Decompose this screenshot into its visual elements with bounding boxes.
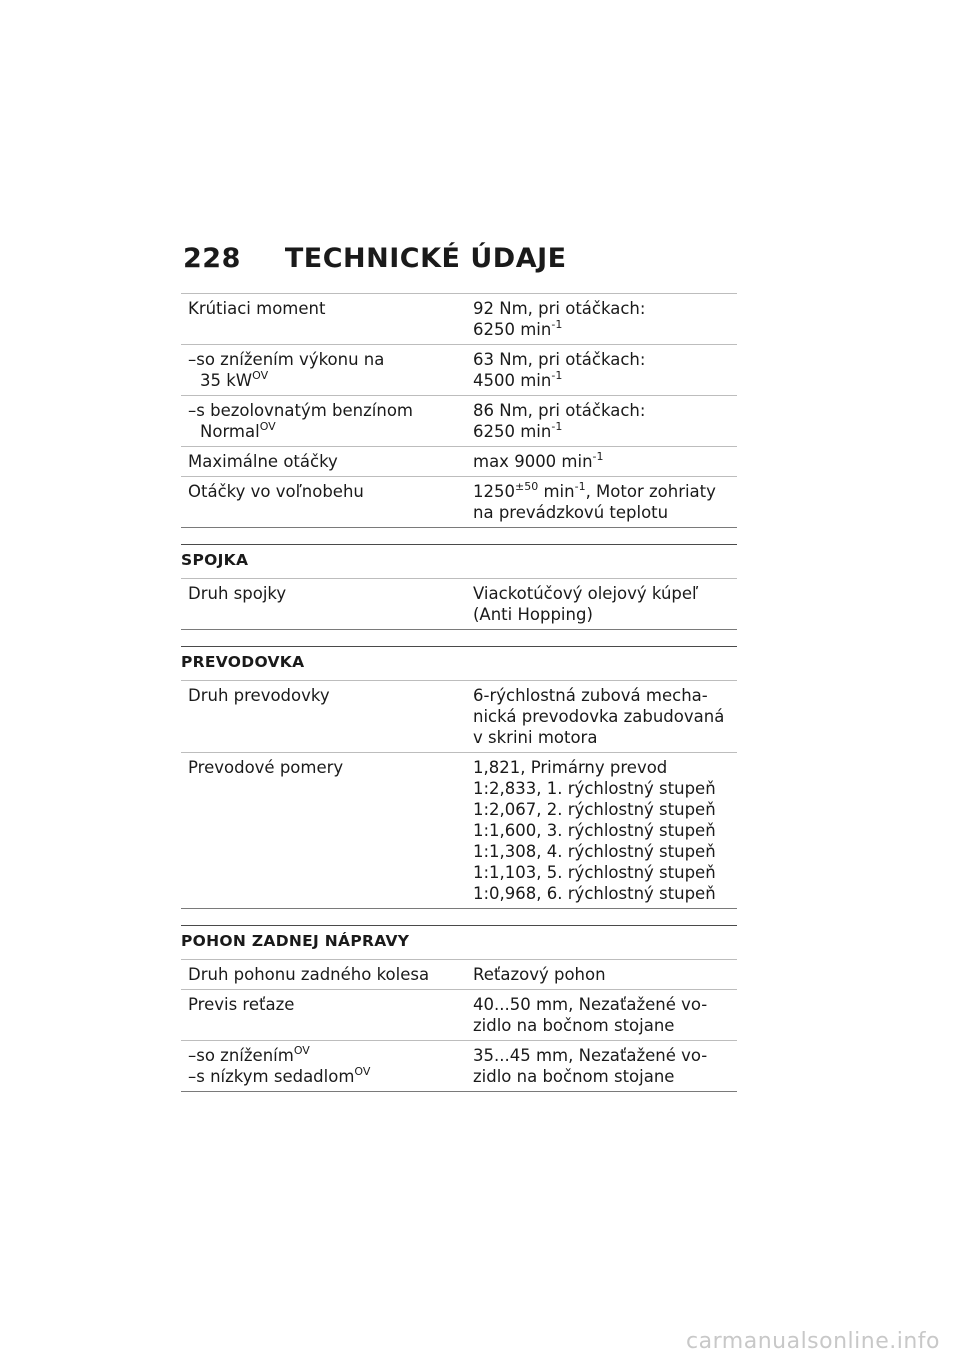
spec-label: Druh pohonu zadného kolesa	[188, 965, 430, 984]
option-marker: OV	[293, 1043, 310, 1057]
page-title: TECHNICKÉ ÚDAJE	[284, 243, 567, 274]
spec-content	[181, 293, 737, 1092]
table-row	[181, 681, 737, 753]
spec-label: Prevodové pomery	[188, 758, 344, 777]
spec-value: 40...50 mm, Nezaťažené vo- zidlo na bočnom stojane	[473, 995, 708, 1035]
table-row	[181, 477, 737, 528]
page-number: 228	[183, 243, 241, 274]
watermark: carmanualsonline.info	[686, 1329, 940, 1354]
spec-label: Maximálne otáčky	[188, 452, 338, 471]
spec-label: Druh spojky	[188, 584, 287, 603]
section-title-gearbox: PREVODOVKA	[181, 646, 737, 680]
table-row	[181, 753, 737, 909]
spec-label: Krútiaci moment	[188, 299, 326, 318]
spec-label: –s bezolovnatým benzínom Normal$^{OV}$	[188, 401, 413, 441]
spec-label: Otáčky vo voľnobehu	[188, 482, 364, 501]
spec-value: max 9000 $\min^{-1}$	[473, 449, 604, 471]
clutch-spec-table	[181, 578, 737, 630]
spec-value: 1,821, Primárny prevod 1:2,833, 1. rýchlostný stupeň 1:2,067, 2. rýchlostný stupeň 1:1,600, 3. rýchlostný stupeň 1:1,308, 4. rýchlostný stupeň 1:1,103, 5. rýchlostný stupeň 1:0,968, 6. rýchlostný stupeň	[473, 758, 716, 903]
table-row	[181, 579, 737, 630]
table-row	[181, 396, 737, 447]
spec-value: 35...45 mm, Nezaťažené vo- zidlo na bočnom stojane	[473, 1046, 708, 1086]
spec-value: $1250^{\pm 50}$ $\min^{-1}$, Motor zohriaty na prevádzkovú teplotu	[473, 479, 716, 522]
engine-spec-table	[181, 293, 737, 528]
spec-value: 86 Nm, pri otáčkach: 6250 $\min^{-1}$	[473, 401, 646, 441]
spec-label: Previs reťaze	[188, 995, 295, 1014]
rear-drive-spec-table	[181, 959, 737, 1092]
option-marker: OV	[354, 1064, 371, 1078]
spec-value: Viackotúčový olejový kúpeľ (Anti Hopping)	[473, 584, 699, 624]
spec-value: 92 Nm, pri otáčkach: 6250 $\min^{-1}$	[473, 299, 646, 339]
spec-label: –so znížením$^{OV}$ –s nízkym sedadlom$^{OV}$	[188, 1043, 371, 1086]
table-row	[181, 447, 737, 477]
spec-value: Reťazový pohon	[473, 965, 606, 984]
table-row	[181, 960, 737, 990]
spec-value: 6-rýchlostná zubová mecha- nická prevodovka zabudovaná v skrini motora	[473, 686, 725, 747]
table-row	[181, 990, 737, 1041]
gearbox-spec-table	[181, 680, 737, 909]
table-row	[181, 345, 737, 396]
table-row	[181, 294, 737, 345]
option-marker: OV	[259, 419, 276, 433]
section-title-clutch: SPOJKA	[181, 544, 737, 578]
spec-label: Druh prevodovky	[188, 686, 330, 705]
table-row	[181, 1041, 737, 1092]
option-marker: OV	[252, 368, 269, 382]
page-heading	[183, 243, 567, 274]
spec-value: 63 Nm, pri otáčkach: 4500 $\min^{-1}$	[473, 350, 646, 390]
spec-label: –so znížením výkonu na 35 $kW^{OV}$	[188, 350, 385, 390]
section-title-rear-drive: POHON ZADNEJ NÁPRAVY	[181, 925, 737, 959]
